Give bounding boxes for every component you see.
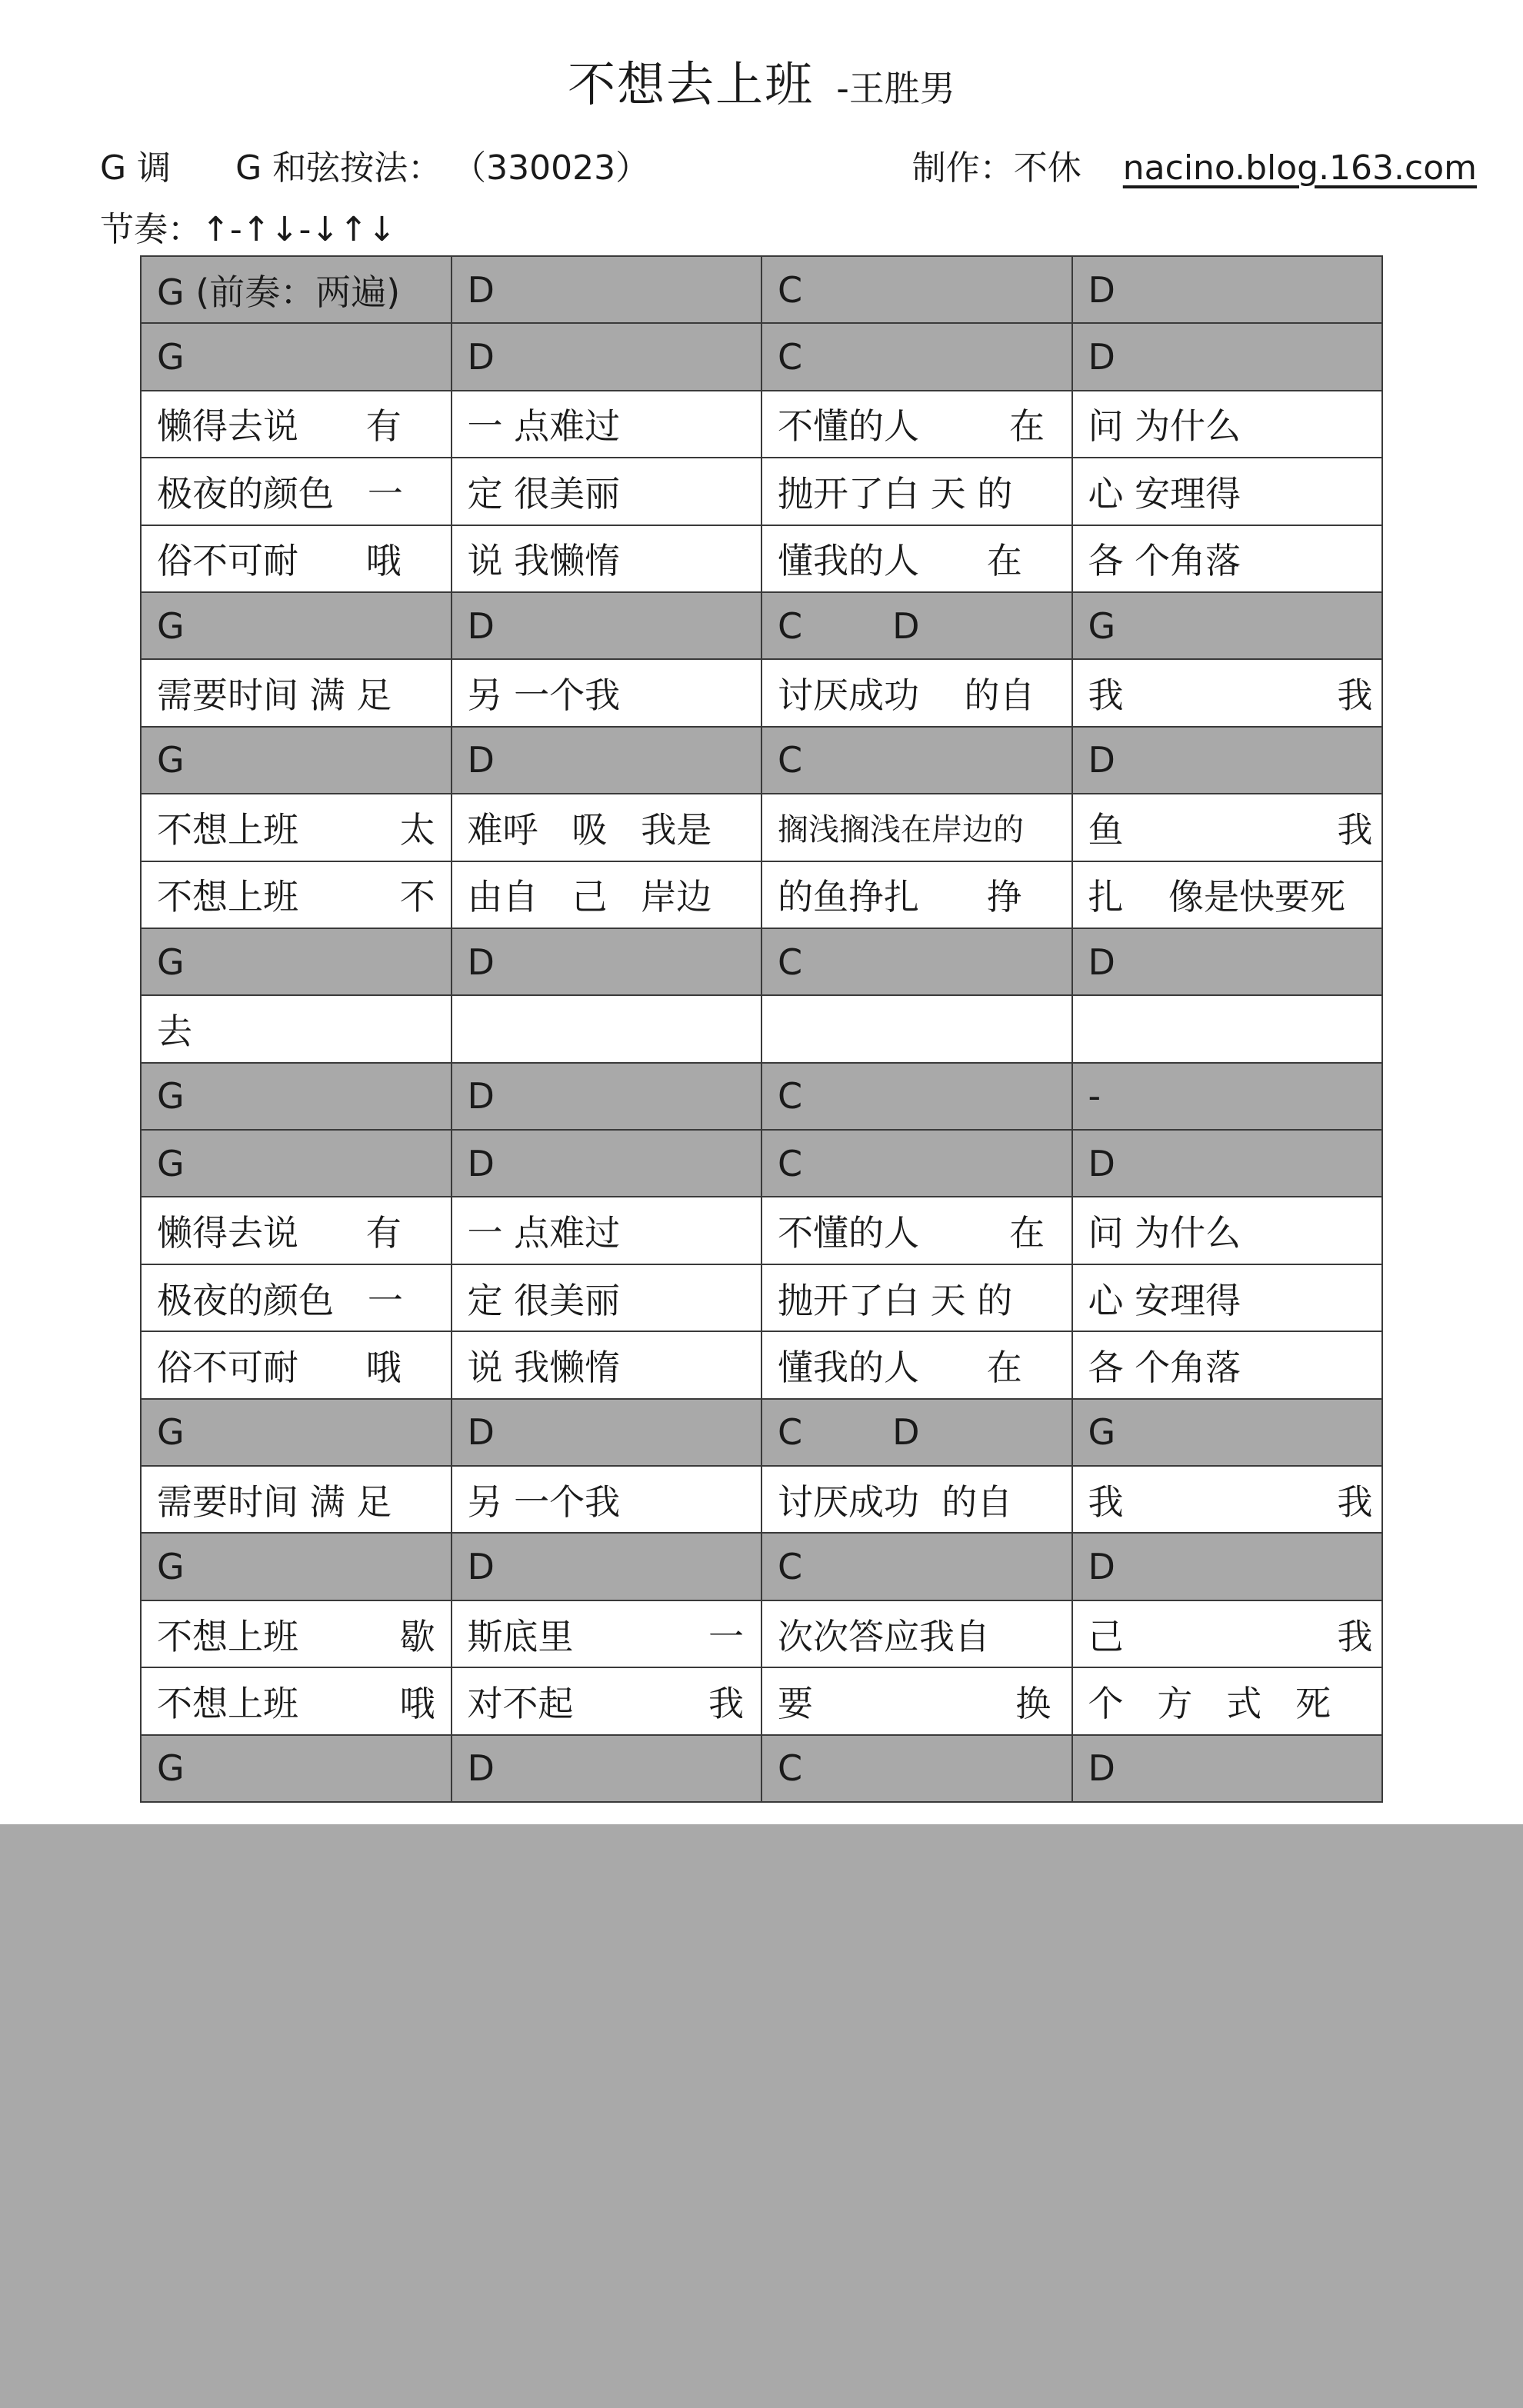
chord-cell: G (141, 1130, 452, 1197)
lyric-row (141, 391, 1382, 458)
lyric-cell: 心 安理得 (1072, 1264, 1383, 1331)
lyric-cell: 讨厌成功 的自 (762, 659, 1072, 726)
chord-cell: D (452, 1735, 762, 1802)
chord-row (141, 928, 1382, 995)
grey-overlay (0, 1824, 1523, 2408)
lyric-cell: 鱼 我 (1072, 794, 1383, 861)
chord-cell: C (762, 928, 1072, 995)
lyric-row (141, 659, 1382, 726)
chord-row (141, 323, 1382, 390)
chord-cell: D (452, 323, 762, 390)
lyric-row (141, 525, 1382, 592)
lyric-cell: 俗不可耐 哦 (141, 1331, 452, 1398)
lyric-row (141, 861, 1382, 928)
lyric-cell: 说 我懒惰 (452, 525, 762, 592)
song-key: G 调 (100, 148, 172, 188)
author-credit: 制作：不休 (911, 148, 1081, 188)
lyric-cell: 另 一个我 (452, 1466, 762, 1533)
chord-cell: C (762, 1735, 1072, 1802)
lyric-cell: 懒得去说 有 (141, 391, 452, 458)
chord-cell: G (141, 727, 452, 794)
lyric-cell: 懂我的人 在 (762, 525, 1072, 592)
lyric-row (141, 1466, 1382, 1533)
chord-cell: D (452, 727, 762, 794)
song-title: 不想去上班 (568, 56, 815, 112)
lyric-cell: 极夜的颜色 一 (141, 1264, 452, 1331)
lyric-cell: 懂我的人 在 (762, 1331, 1072, 1398)
lyric-row (141, 458, 1382, 525)
chord-row (141, 592, 1382, 659)
chord-cell: G (141, 1735, 452, 1802)
chord-cell: C (762, 727, 1072, 794)
chord-cell: D (452, 1063, 762, 1130)
chord-cell: D (1072, 1735, 1383, 1802)
lyric-cell: 需要时间 满 足 (141, 1466, 452, 1533)
lyric-cell: 己 我 (1072, 1600, 1383, 1667)
chord-cell: C D (762, 1399, 1072, 1466)
title-bar (0, 46, 1523, 115)
credit-info (912, 140, 1477, 189)
chord-cell: C (762, 1063, 1072, 1130)
chord-cell: C (762, 1533, 1072, 1600)
chord-cell: D (1072, 1533, 1383, 1600)
chord-cell: D (1072, 727, 1383, 794)
lyric-cell: 另 一个我 (452, 659, 762, 726)
lyric-cell: 一 点难过 (452, 391, 762, 458)
chord-cell: - (1072, 1063, 1383, 1130)
lyric-cell: 俗不可耐 哦 (141, 525, 452, 592)
chord-cell: D (452, 1130, 762, 1197)
lyric-cell: 需要时间 满 足 (141, 659, 452, 726)
blog-link[interactable]: nacino.blog.163.com (1122, 148, 1477, 188)
lyric-row (141, 1197, 1382, 1264)
lyric-cell: 不懂的人 在 (762, 391, 1072, 458)
lyric-cell: 各 个角落 (1072, 525, 1383, 592)
rhythm-pattern: 节奏：↑-↑↓-↓↑↓ (100, 210, 396, 249)
chord-lyric-table (140, 255, 1383, 1803)
lyric-cell: 个 方 式 死 (1072, 1667, 1383, 1734)
chord-cell: G (141, 1533, 452, 1600)
chord-row (141, 1399, 1382, 1466)
chord-row (141, 727, 1382, 794)
chord-cell: G (前奏：两遍) (141, 256, 452, 323)
lyric-cell: 对不起 我 (452, 1667, 762, 1734)
lyric-cell: 心 安理得 (1072, 458, 1383, 525)
lyric-cell: 定 很美丽 (452, 1264, 762, 1331)
lyric-cell: 说 我懒惰 (452, 1331, 762, 1398)
chord-cell: D (1072, 1130, 1383, 1197)
chord-row (141, 1130, 1382, 1197)
lyric-row (141, 1600, 1382, 1667)
chord-row (141, 256, 1382, 323)
lyric-cell: 斯底里 一 (452, 1600, 762, 1667)
lyric-cell: 极夜的颜色 一 (141, 458, 452, 525)
chord-row (141, 1533, 1382, 1600)
lyric-row (141, 1667, 1382, 1734)
chord-cell: D (452, 1533, 762, 1600)
chord-cell: C (762, 323, 1072, 390)
lyric-cell: 各 个角落 (1072, 1331, 1383, 1398)
chord-cell: D (1072, 323, 1383, 390)
chord-cell: D (452, 1399, 762, 1466)
chord-cell: G (1072, 592, 1383, 659)
lyric-cell: 不想上班 不 (141, 861, 452, 928)
chord-cell: G (1072, 1399, 1383, 1466)
chord-cell: G (141, 928, 452, 995)
lyric-cell: 扎 像是快要死 (1072, 861, 1383, 928)
lyric-cell: 抛开了白 天 的 (762, 1264, 1072, 1331)
chord-cell: G (141, 592, 452, 659)
lyric-cell: 要 换 (762, 1667, 1072, 1734)
lyric-cell: 不懂的人 在 (762, 1197, 1072, 1264)
lyric-cell: 难呼 吸 我是 (452, 794, 762, 861)
lyric-cell (762, 995, 1072, 1062)
lyric-row (141, 1331, 1382, 1398)
lyric-cell: 讨厌成功 的自 (762, 1466, 1072, 1533)
chord-cell: G (141, 1063, 452, 1130)
chord-cell: G (141, 1399, 452, 1466)
lyric-cell: 我 我 (1072, 1466, 1383, 1533)
lyric-cell: 搁浅搁浅在岸边的 (762, 794, 1072, 861)
lyric-row (141, 794, 1382, 861)
chord-fingering: G 和弦按法： （330023） (235, 148, 650, 188)
chord-cell: D (452, 592, 762, 659)
chord-cell: G (141, 323, 452, 390)
artist-name: -王胜男 (836, 68, 955, 109)
key-info (100, 140, 649, 189)
lyric-cell (1072, 995, 1383, 1062)
lyric-cell: 由自 己 岸边 (452, 861, 762, 928)
lyric-row (141, 1264, 1382, 1331)
lyric-cell: 懒得去说 有 (141, 1197, 452, 1264)
lyric-cell: 问 为什么 (1072, 391, 1383, 458)
lyric-cell: 去 (141, 995, 452, 1062)
lyric-cell (452, 995, 762, 1062)
lyric-cell: 不想上班 太 (141, 794, 452, 861)
chord-cell: D (452, 256, 762, 323)
chord-cell: C D (762, 592, 1072, 659)
chord-cell: D (1072, 256, 1383, 323)
chord-cell: C (762, 1130, 1072, 1197)
lyric-cell: 次次答应我自 (762, 1600, 1072, 1667)
lyric-cell: 不想上班 歇 (141, 1600, 452, 1667)
chord-row (141, 1735, 1382, 1802)
chord-row (141, 1063, 1382, 1130)
lyric-cell: 抛开了白 天 的 (762, 458, 1072, 525)
chord-cell: C (762, 256, 1072, 323)
lyric-cell: 不想上班 哦 (141, 1667, 452, 1734)
table-body (141, 256, 1382, 1802)
lyric-cell: 定 很美丽 (452, 458, 762, 525)
lyric-cell: 我 我 (1072, 659, 1383, 726)
lyric-row (141, 995, 1382, 1062)
lyric-cell: 一 点难过 (452, 1197, 762, 1264)
chord-cell: D (452, 928, 762, 995)
chord-cell: D (1072, 928, 1383, 995)
lyric-cell: 问 为什么 (1072, 1197, 1383, 1264)
lyric-cell: 的鱼挣扎 挣 (762, 861, 1072, 928)
